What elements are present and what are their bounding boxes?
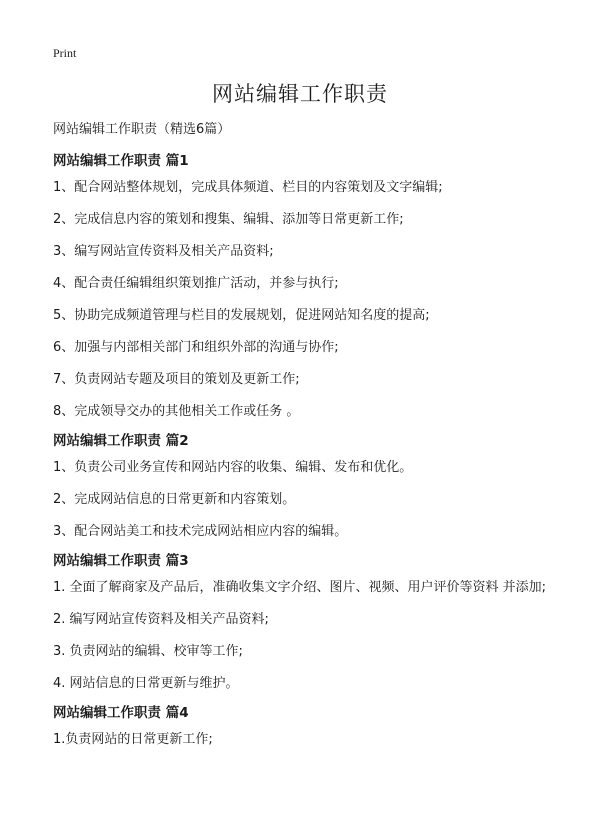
document-body [53,141,553,749]
list-item: 4. 网站信息的日常更新与维护。 [53,676,239,691]
section-3 [53,549,553,693]
section-heading: 网站编辑工作职责 篇4 [53,705,189,721]
page-title: 网站编辑工作职责 [212,82,388,106]
section-heading: 网站编辑工作职责 篇3 [53,553,189,569]
list-item: 1、负责公司业务宣传和网站内容的收集、编辑、发布和优化。 [53,460,413,475]
list-item: 4、配合责任编辑组织策划推广活动，并参与执行; [53,276,339,291]
list-item: 3、配合网站美工和技术完成网站相应内容的编辑。 [53,524,348,539]
list-item: 7、负责网站专题及项目的策划及更新工作; [53,372,300,387]
section-2 [53,429,553,541]
list-item: 2. 编写网站宣传资料及相关产品资料; [53,612,269,627]
list-item: 1. 全面了解商家及产品后，准确收集文字介绍、图片、视频、用户评价等资料 并添加; [53,580,547,595]
section-heading: 网站编辑工作职责 篇2 [53,433,189,449]
list-item: 1、配合网站整体规划，完成具体频道、栏目的内容策划及文字编辑; [53,180,443,195]
section-1 [53,149,553,421]
list-item: 5、协助完成频道管理与栏目的发展规划，促进网站知名度的提高; [53,308,430,323]
list-item: 3. 负责网站的编辑、校审等工作; [53,644,243,659]
section-heading: 网站编辑工作职责 篇1 [53,153,189,169]
section-4 [53,701,553,749]
document-subtitle: 网站编辑工作职责（精选6篇） [53,122,231,137]
list-item: 3、编写网站宣传资料及相关产品资料; [53,244,274,259]
list-item: 2、完成网站信息的日常更新和内容策划。 [53,492,296,507]
list-item: 6、加强与内部相关部门和组织外部的沟通与协作; [53,340,339,355]
print-label: Print [53,46,77,60]
list-item: 1.负责网站的日常更新工作; [53,732,213,747]
list-item: 8、完成领导交办的其他相关工作或任务 。 [53,404,300,419]
list-item: 2、完成信息内容的策划和搜集、编辑、添加等日常更新工作; [53,212,404,227]
